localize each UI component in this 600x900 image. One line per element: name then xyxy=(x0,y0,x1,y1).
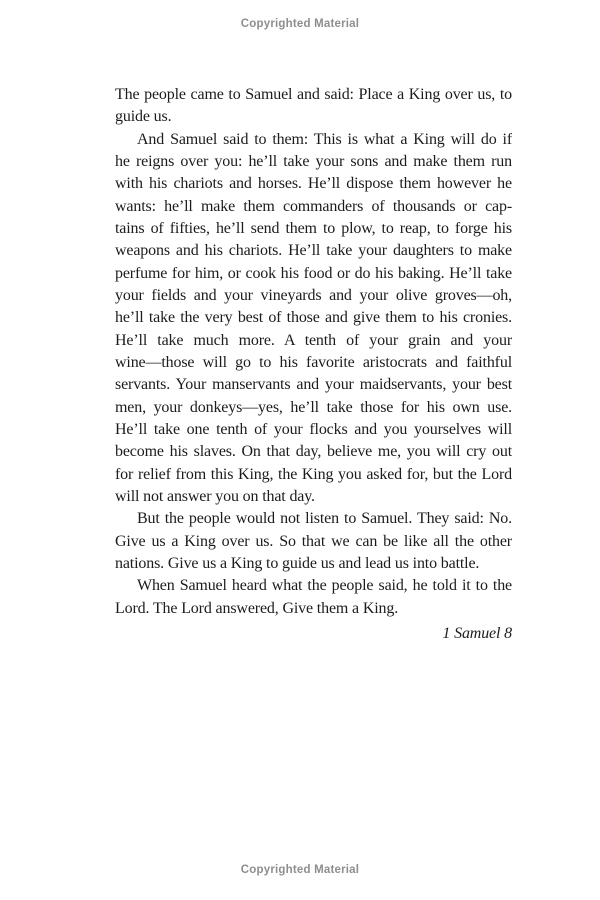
text-line: perfume for him, or cook his food or do his baking. He’ll take xyxy=(115,264,512,282)
text-line: He’ll take one tenth of your flocks and you yourselves will xyxy=(115,420,512,438)
text-line: wine—those will go to his favorite aristocrats and faithful xyxy=(115,353,512,371)
text-line: He’ll take much more. A tenth of your grain and your xyxy=(115,331,512,349)
text-line: tains of fifties, he’ll send them to plow, to reap, to forge his xyxy=(115,219,512,237)
text-line: nations. Give us a King to guide us and lead us into battle. xyxy=(115,554,480,572)
paragraph-container xyxy=(115,84,512,620)
text-line: And Samuel said to them: This is what a King will do if xyxy=(137,130,512,148)
text-line: guide us. xyxy=(115,108,172,126)
text-line: Give us a King over us. So that we can be like all the other xyxy=(115,532,512,550)
text-line: servants. Your manservants and your maidservants, your best xyxy=(115,376,512,394)
copyright-notice-bottom: Copyrighted Material xyxy=(240,864,360,876)
text-line: for relief from this King, the King you asked for, but the Lord xyxy=(115,465,512,483)
copyright-notice-top: Copyrighted Material xyxy=(240,18,360,30)
text-line: will not answer you on that day. xyxy=(115,487,315,505)
text-line: he reigns over you: he’ll take your sons and make them run xyxy=(115,152,512,170)
text-line: he’ll take the very best of those and give them to his cronies. xyxy=(115,309,512,327)
text-line: weapons and his chariots. He’ll take your daughters to make xyxy=(115,242,512,260)
scripture-attribution: 1 Samuel 8 xyxy=(442,624,512,642)
text-line: with his chariots and horses. He’ll dispose them however he xyxy=(115,175,512,193)
text-line: The people came to Samuel and said: Place a King over us, to xyxy=(115,86,512,103)
text-line: But the people would not listen to Samuel. They said: No. xyxy=(137,510,512,528)
text-line: men, your donkeys—yes, he’ll take those for his own use. xyxy=(115,398,512,416)
text-line: become his slaves. On that day, believe me, you will cry out xyxy=(115,443,512,461)
text-line: wants: he’ll make them commanders of thousands or cap- xyxy=(115,197,512,215)
text-line: Lord. The Lord answered, Give them a King. xyxy=(115,599,399,617)
scripture-text xyxy=(115,84,512,645)
text-line: When Samuel heard what the people said, he told it to the xyxy=(137,577,512,595)
text-line: your fields and your vineyards and your olive groves—oh, xyxy=(115,286,512,304)
